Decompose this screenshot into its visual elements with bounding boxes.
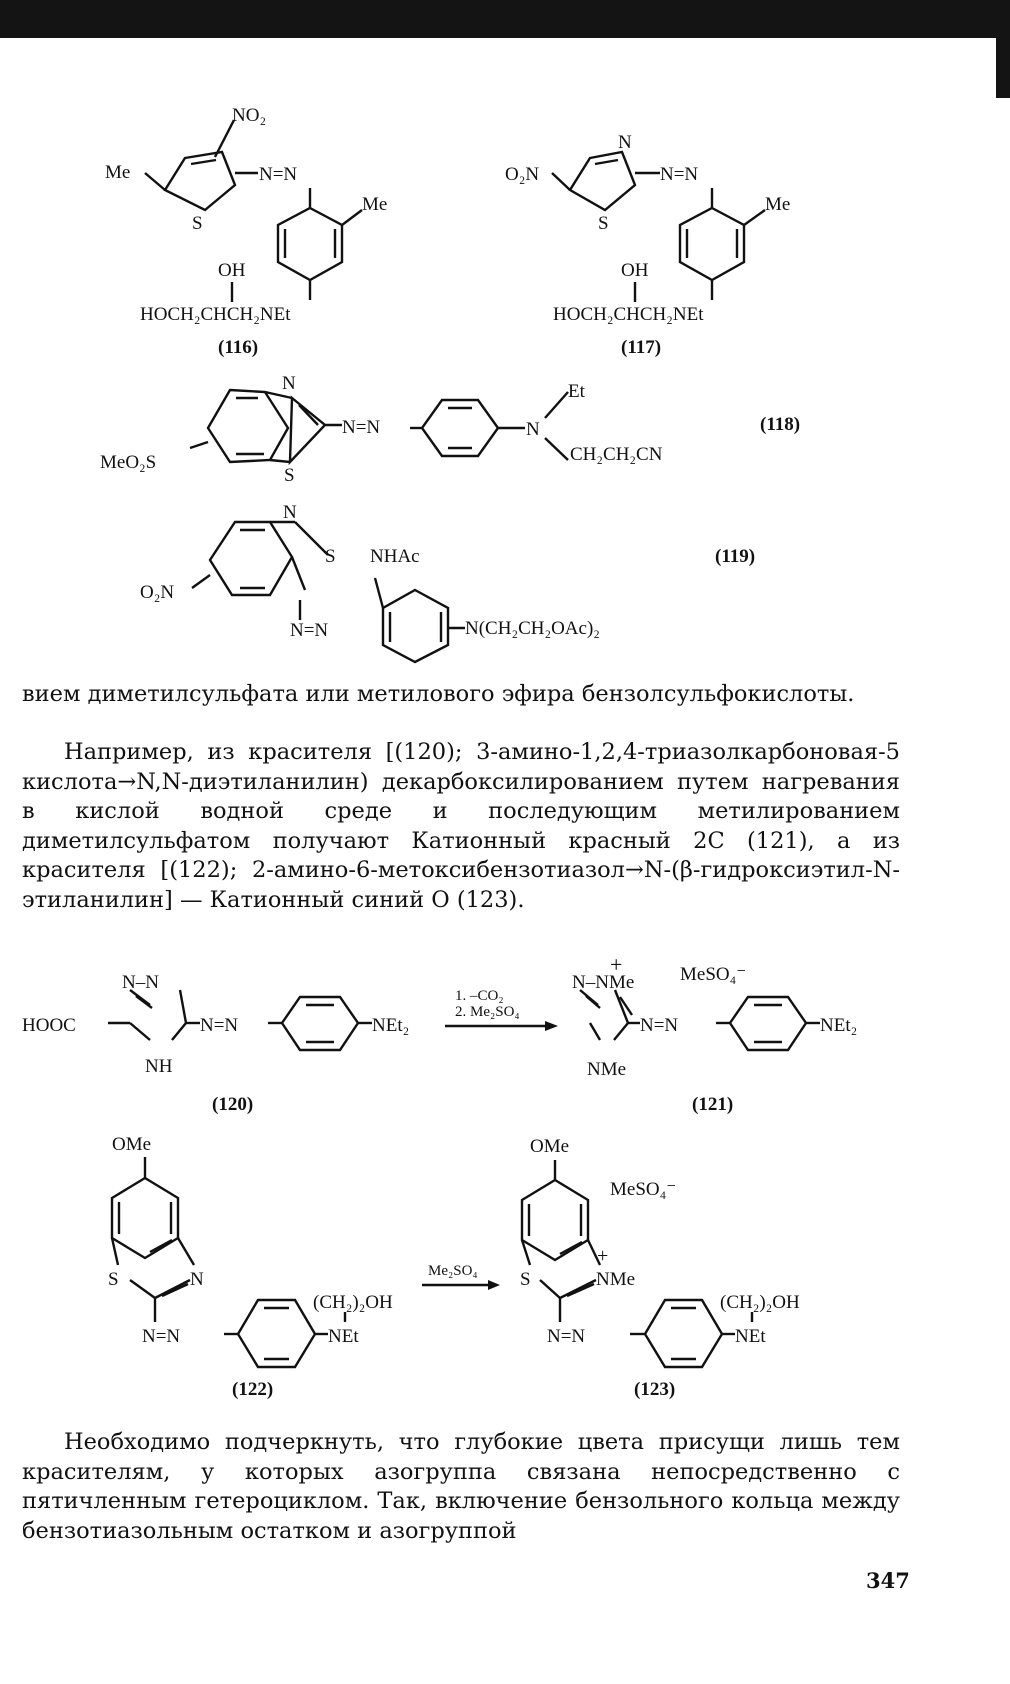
arrow2-reagent: Me₂SO₄ <box>428 1263 478 1279</box>
structure-120 <box>22 972 409 1115</box>
s122-sulfur: S <box>108 1269 119 1290</box>
s119-azo: N=N <box>290 620 329 641</box>
s122-n: N <box>190 1269 204 1290</box>
s116-no2: NO₂ <box>232 105 267 126</box>
s120-hooc: HOOC <box>22 1015 76 1036</box>
structure-119 <box>140 502 755 662</box>
paragraph-continuation: вием диметилсульфата или метилового эфира бензолсульфокислоты. <box>22 681 855 707</box>
s119-o2n: O₂N <box>140 582 175 603</box>
s121-azo: N=N <box>640 1015 679 1036</box>
s122-label: (122) <box>232 1379 274 1400</box>
structure-118 <box>100 373 800 486</box>
s116-oh: OH <box>218 260 246 281</box>
s123-plus: + <box>597 1245 609 1267</box>
s122-ch2oh: (CH₂)₂OH <box>313 1292 393 1313</box>
s119-sulfur: S <box>325 546 336 567</box>
s121-nnme: N–NMe <box>572 972 635 993</box>
s122-azo: N=N <box>142 1326 181 1347</box>
s118-amine-n: N <box>526 419 540 440</box>
s117-label: (117) <box>621 337 662 358</box>
paragraph-example: Например, из красителя [(120); 3-амино-1,2,4-триазолкарбоновая-5 кислота→N,N-диэтиланилин) декарбоксилированием путем нагревания в кислой водной среде и последующим метилированием диметилсульфатом получают Катионный красный 2С (121), а из красителя [(122); 2-амино-6-метоксибензотиазол→N-(β-гидроксиэтил-N-этиланилин] — Катионный синий О (123). <box>22 739 900 913</box>
structure-121 <box>572 952 857 1115</box>
s118-cn: CH₂CH₂CN <box>570 444 663 465</box>
s117-chain: HOCH₂CHCH₂NEt <box>553 304 704 325</box>
s120-label: (120) <box>212 1094 254 1115</box>
s123-nme: NMe <box>596 1269 636 1290</box>
s118-azo: N=N <box>342 417 381 438</box>
s120-net2: NEt₂ <box>372 1015 410 1036</box>
s118-meo2s: MeO₂S <box>100 452 157 473</box>
s123-sulfur: S <box>520 1269 531 1290</box>
arrow1-step1: 1. –CO₂ <box>455 988 504 1004</box>
s121-label: (121) <box>692 1094 734 1115</box>
s123-net: NEt <box>735 1326 766 1347</box>
s117-o2n: O₂N <box>505 164 540 185</box>
paragraph-deep-colors: Необходимо подчеркнуть, что глубокие цвета присущи лишь тем красителям, у которых азогруппа связана непосредственно с пятичленным гетероциклом. Так, включение бензольного кольца между бензотиазольным остатком и азогруппой <box>22 1429 900 1544</box>
s118-label: (118) <box>760 414 801 435</box>
s117-oh: OH <box>621 260 649 281</box>
s119-amine: N(CH₂CH₂OAc)₂ <box>465 618 600 639</box>
reaction-arrow-methylation <box>422 1263 500 1290</box>
s123-anion: MeSO₄⁻ <box>610 1179 677 1200</box>
s122-net: NEt <box>328 1326 359 1347</box>
structure-123 <box>520 1136 800 1400</box>
structure-117 <box>505 132 790 358</box>
s121-plus: + <box>610 952 623 977</box>
s122-ome: OMe <box>112 1134 152 1155</box>
arrow1-step2: 2. Me₂SO₄ <box>455 1004 520 1020</box>
s119-nhac: NHAc <box>370 546 420 567</box>
s117-me-aryl: Me <box>765 194 791 215</box>
s116-label: (116) <box>218 337 259 358</box>
s119-n: N <box>283 502 297 523</box>
structure-122 <box>108 1134 393 1400</box>
s116-me-ring: Me <box>105 162 131 183</box>
s116-sulfur: S <box>192 213 203 234</box>
s123-azo: N=N <box>547 1326 586 1347</box>
s118-sulfur: S <box>284 465 295 486</box>
s120-azo: N=N <box>200 1015 239 1036</box>
page-number: 347 <box>866 1568 910 1593</box>
s118-et: Et <box>568 381 585 402</box>
s123-ch2oh: (CH₂)₂OH <box>720 1292 800 1313</box>
s123-ome: OMe <box>530 1136 570 1157</box>
s121-net2: NEt₂ <box>820 1015 858 1036</box>
s117-azo: N=N <box>660 164 699 185</box>
s123-label: (123) <box>634 1379 676 1400</box>
s121-nme: NMe <box>587 1059 627 1080</box>
s120-nh: NH <box>145 1056 173 1077</box>
s118-n: N <box>282 373 296 394</box>
s117-sulfur: S <box>598 213 609 234</box>
s121-anion: MeSO₄⁻ <box>680 964 747 985</box>
s116-chain: HOCH₂CHCH₂NEt <box>140 304 291 325</box>
s119-label: (119) <box>715 546 756 567</box>
s116-azo: N=N <box>259 164 298 185</box>
reaction-arrow-decarboxylation <box>445 988 558 1031</box>
structure-116 <box>105 105 387 358</box>
s116-me-aryl: Me <box>362 194 388 215</box>
s120-nn: N–N <box>122 972 159 993</box>
s117-n: N <box>618 132 632 153</box>
